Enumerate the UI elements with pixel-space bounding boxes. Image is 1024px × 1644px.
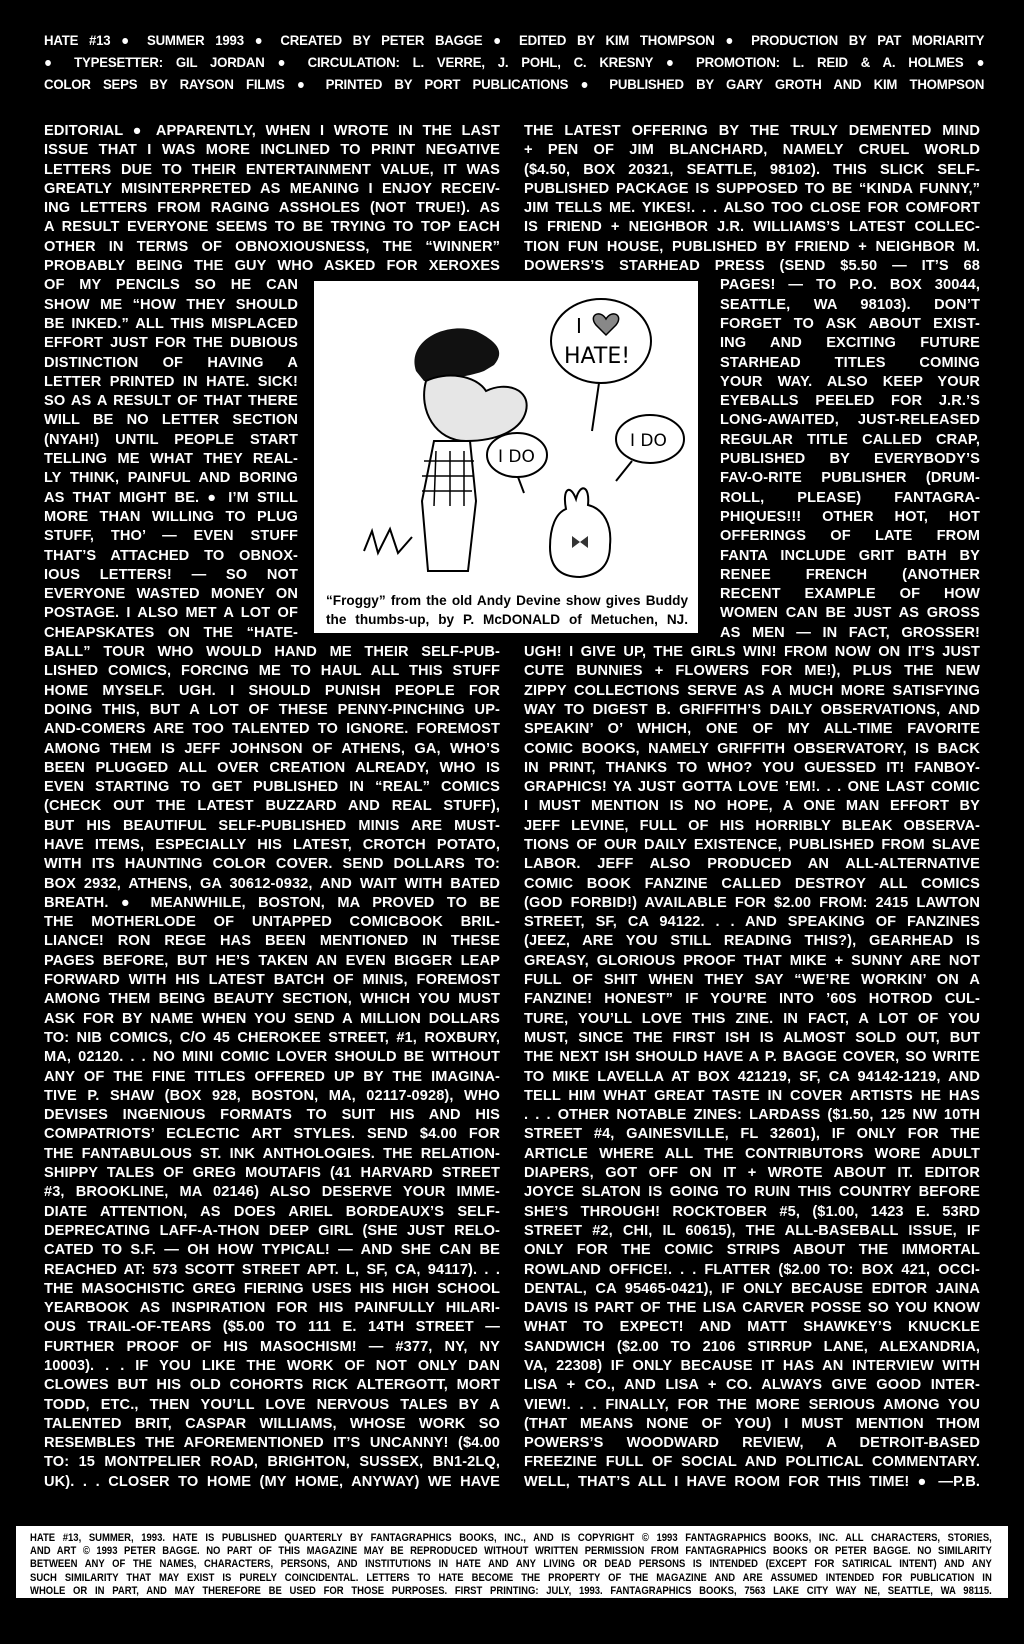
editorial-line: TELLING ME WHAT THEY REAL- [44, 451, 298, 468]
editorial-line: ISSUE THAT I WAS MORE INCLINED TO PRINT NEGATIVE [44, 142, 500, 159]
footer-line: BETWEEN ANY OF THE NAMES, CHARACTERS, PERSONS, AND INSTITUTIONS IN HATE AND ANY LIVING OR DEAD PERSONS IS INTENDED (EXCEPT FOR SATIRICAL INTENT) AND ANY [30, 1558, 992, 1571]
editorial-line: IOUS LETTERS! — SO NOT [44, 566, 298, 583]
editorial-line: DOING THIS, BUT A LOT OF THESE PENNY-PINCHING UP- [44, 701, 500, 718]
editorial-line: AMONG THEM IS JEFF JOHNSON OF ATHENS, GA, WHO’S [44, 740, 500, 757]
editorial-line: LISA + CO., AND LISA + CO. ALWAYS GIVE GOOD INTER- [524, 1377, 980, 1394]
editorial-line: CHEAPSKATES ON THE “HATE- [44, 624, 298, 641]
editorial-line: OUS TRAIL-OF-TEARS ($5.00 TO 111 E. 14TH STREET — [44, 1319, 500, 1336]
editorial-line: GREATLY MISINTERPRETED AS MEANING I ENJOY RECEIV- [44, 180, 500, 197]
balloon-right-text: I DO [630, 431, 667, 451]
editorial-line: COMIC BOOKS, NAMELY GRIFFITH OBSERVATORY, IS BACK [524, 740, 980, 757]
editorial-line: IN PRINT, THANKS TO WHO? YOU GUESSED IT! FANBOY- [524, 759, 980, 776]
editorial-line: ING AND EXCITING FUTURE [720, 335, 980, 352]
editorial-line: DEVISES INGENIOUS FORMATS TO SUIT HIS AND HIS [44, 1107, 500, 1124]
editorial-line: FORGET TO ASK ABOUT EXIST- [720, 315, 980, 332]
reader-illustration [312, 279, 700, 635]
editorial-line: MUST, SINCE THE FIRST ISH IS ALMOST SOLD OUT, BUT [524, 1029, 980, 1046]
editorial-line: DOWERS’S STARHEAD PRESS (SEND $5.50 — IT’S 68 [524, 258, 980, 275]
editorial-line: OTHER IN TERMS OF OBNOXIOUSNESS, THE “WINNER” [44, 238, 500, 255]
editorial-line: TION FUN HOUSE, PUBLISHED BY FRIEND + NEIGHBOR M. [524, 238, 980, 255]
editorial-line: TIONS OF OUR DAILY EXISTENCE, PUBLISHED FROM SLAVE [524, 836, 980, 853]
caption-line: “Froggy” from the old Andy Devine show gives Buddy [326, 593, 688, 608]
editorial-line: LABOR. JEFF ALSO PRODUCED AN ALL-ALTERNATIVE [524, 856, 980, 873]
copyright-footer [16, 1526, 1008, 1598]
editorial-line: TALENTED BRIT, CASPAR WILLIAMS, WHOSE WORK SO [44, 1415, 500, 1432]
editorial-line: RENEE FRENCH (ANOTHER [720, 566, 980, 583]
credits-line: ● TYPESETTER: GIL JORDAN ● CIRCULATION: L. VERRE, J. POHL, C. KRESNY ● PROMOTION: L. REID & A. HOLMES ● [44, 55, 985, 71]
editorial-line: VA, 22308) IF ONLY BECAUSE IT HAS AN INTERVIEW WITH [524, 1358, 980, 1374]
editorial-line: EVEN STARTING TO GET PUBLISHED IN “REAL” COMICS [44, 779, 500, 796]
illustration-caption [326, 591, 688, 629]
editorial-line: ING LETTERS FROM RAGING ASSHOLES (NOT TRUE!). AS [44, 200, 500, 217]
hair-shape [414, 328, 499, 381]
editorial-line: WITH ITS HAUNTING COLOR COVER. SEND DOLLARS TO: [44, 856, 500, 873]
svg-text:HATE!: HATE! [564, 344, 631, 369]
editorial-line: BREATH. ● MEANWHILE, BOSTON, MA PROVED TO BE [44, 894, 500, 911]
editorial-line: ANY OF THE FINE TITLES OFFERED UP BY THE IMAGINA- [44, 1068, 500, 1085]
editorial-line: DEPRECATING LAFF-A-THON DEEP GIRL (SHE JUST RELO- [44, 1222, 500, 1239]
credits-masthead [44, 30, 984, 96]
editorial-line: STREET, SF, CA 94122. . . AND SPEAKING OF FANZINES [524, 914, 980, 931]
editorial-line: ONLY FOR THE COMIC STRIPS ABOUT THE IMMORTAL [524, 1242, 980, 1259]
editorial-line: ARTICLE WHERE ALL THE CONTRIBUTORS WORE ADULT [524, 1145, 980, 1162]
editorial-line: LY THINK, PAINFUL AND BORING [44, 470, 298, 487]
editorial-line: RECENT EXAMPLE OF HOW [720, 586, 980, 603]
editorial-line: TODD, ETC., THEN YOU’LL LOVE NERVOUS TALES BY A [44, 1396, 500, 1413]
editorial-line: DIAPERS, GOT OFF ON IT + WROTE ABOUT IT. EDITOR [524, 1165, 980, 1182]
editorial-line: CUTE BUNNIES + FLOWERS FOR ME!), PLUS THE NEW [524, 663, 980, 680]
balloon-left-text: I DO [498, 447, 535, 467]
editorial-line: EVERYONE WASTED MONEY ON [44, 586, 298, 603]
editorial-line: FREEZINE FULL OF SOCIAL AND POLITICAL COMMENTARY. [524, 1454, 980, 1471]
editorial-line: GRAPHICS! YA JUST GOTTA LOVE ’EM!. . . ONE LAST COMIC [524, 779, 980, 796]
editorial-line: TIVE P. SHAW (BOX 928, BOSTON, MA, 02117-0928), WHO [44, 1087, 500, 1104]
editorial-line: SHIPPY TALES OF GREG MOUTAFIS (41 HARVARD STREET [44, 1165, 500, 1182]
editorial-line: SANDWICH ($2.00 TO 2106 STIRRUP LANE, ALEXANDRIA, [524, 1338, 980, 1355]
editorial-line: FANZINE! HONEST” IF YOU’RE INTO ’60S HOTROD CUL- [524, 991, 980, 1008]
editorial-line: DAVIS IS PART OF THE LISA CARVER POSSE SO YOU KNOW [524, 1300, 980, 1317]
editorial-line: THE LATEST OFFERING BY THE TRULY DEMENTED MIND [524, 123, 980, 139]
editorial-line: AMONG THEM BEING BEAUTY SECTION, WHICH YOU MUST [44, 991, 500, 1008]
editorial-line: YOUR WAY. ALSO KEEP YOUR [720, 373, 980, 390]
footer-line: WHOLE OR IN PART, AND MAY THEREFORE BE USED FOR THOSE PURPOSES. FIRST PRINTING: JULY, 1993. FANTAGRAPHICS BOOKS, 7563 LAKE CITY WAY NE, SEATTLE, WA 98115. [30, 1584, 992, 1597]
footer-line: HATE #13, SUMMER, 1993. HATE IS PUBLISHED QUARTERLY BY FANTAGRAPHICS BOOKS, INC., AND IS COPYRIGHT © 1993 FANTAGRAPHICS BOOKS, INC. ALL CHARACTERS, STORIES, [30, 1532, 992, 1544]
editorial-line: AS MEN — IN FACT, GROSSER! [720, 624, 980, 641]
editorial-line: OF MY PENCILS SO HE CAN [44, 277, 298, 294]
editorial-line: A RESULT EVERYONE SEEMS TO BE TRYING TO TOP EACH [44, 219, 500, 236]
editorial-line: BOX 2932, ATHENS, GA 30612-0932, AND WAIT WITH BATED [44, 875, 500, 892]
cartoon-drawing [314, 281, 698, 581]
caption-line: the thumbs-up, by P. McDONALD of Metuchen, NJ. [326, 612, 688, 627]
editorial-line: (THAT MEANS NONE OF YOU) I MUST MENTION THOM [524, 1415, 980, 1432]
editorial-line: WHAT TO EXPECT! AND MATT SHAWKEY’S KNUCKLE [524, 1319, 980, 1336]
editorial-line: EDITORIAL ● APPARENTLY, WHEN I WROTE IN THE LAST [44, 123, 500, 139]
editorial-line: STREET #2, CHI, IL 60615), THE ALL-BASEBALL ISSUE, IF [524, 1222, 980, 1239]
editorial-line: LIANCE! RON REGE HAS BEEN MENTIONED IN THESE [44, 933, 500, 950]
editorial-line: PHIQUES!!! OTHER HOT, HOT [720, 508, 980, 525]
editorial-line: STREET #4, GAINESVILLE, FL 32601), IF ONLY FOR THE [524, 1126, 980, 1143]
editorial-line: POWERS’S WOODWARD REVIEW, A DETROIT-BASED [524, 1435, 980, 1452]
editorial-line: SHOW ME “HOW THEY SHOULD [44, 296, 298, 313]
editorial-line: FURTHER PROOF OF HIS MASOCHISM! — #377, NY, NY [44, 1338, 500, 1355]
editorial-line: TO: 15 MONTPELIER ROAD, BRIGHTON, SUSSEX, BN1-2LQ, [44, 1454, 500, 1471]
editorial-line: (JEEZ, ARE YOU STILL READING THIS?), GEARHEAD IS [524, 933, 980, 950]
editorial-line: EYEBALLS PEELED FOR J.R.’S [720, 393, 980, 410]
editorial-line: UK). . . CLOSER TO HOME (MY HOME, ANYWAY) WE HAVE [44, 1473, 500, 1490]
editorial-line: . . . OTHER NOTABLE ZINES: LARDASS ($1.50, 125 NW 10TH [524, 1107, 980, 1124]
editorial-line: LISHED COMICS, FORCING ME TO HAUL ALL THIS STUFF [44, 663, 500, 680]
editorial-line: JIM TELLS ME. YIKES!. . . ALSO TOO CLOSE FOR COMFORT [524, 200, 980, 217]
editorial-line: CATED TO S.F. — OH HOW TYPICAL! — AND SHE CAN BE [44, 1242, 500, 1259]
editorial-line: JOYCE SLATON IS GOING TO RUIN THIS COUNTRY BEFORE [524, 1184, 980, 1201]
credits-line: HATE #13 ● SUMMER 1993 ● CREATED BY PETER BAGGE ● EDITED BY KIM THOMPSON ● PRODUCTION BY PAT MORIARITY [44, 33, 985, 49]
editorial-line: LETTER PRINTED IN HATE. SICK! [44, 373, 298, 390]
editorial-line: I MUST MENTION IS NO HOPE, A ONE MAN EFFORT BY [524, 798, 980, 815]
credits-line: COLOR SEPS BY RAYSON FILMS ● PRINTED BY PORT PUBLICATIONS ● PUBLISHED BY GARY GROTH AND KIM THOMPSON [44, 77, 985, 93]
editorial-line: ZIPPY COLLECTIONS SERVE AS A MUCH MORE SATISFYING [524, 682, 980, 699]
editorial-line: STARHEAD TITLES COMING [720, 354, 980, 371]
footer-line: SUCH SIMILARITY THAT MAY EXIST IS PURELY COINCIDENTAL. LETTERS TO HATE BECOME THE PROPERTY OF THE MAGAZINE AND ARE ASSUMED INTENDED FOR PUBLICATION IN [30, 1571, 992, 1584]
editorial-line: TELL HIM WHAT GREAT TASTE IN COVER ARTISTS HE HAS [524, 1087, 980, 1104]
editorial-line: (CHECK OUT THE LATEST BUZZARD AND REAL STUFF), [44, 798, 500, 815]
editorial-line: THE NEXT ISH SHOULD HAVE A P. BAGGE COVER, SO WRITE [524, 1049, 980, 1066]
editorial-line: POSTAGE. I ALSO MET A LOT OF [44, 605, 298, 622]
editorial-line: MORE THAN WILLING TO PLUG [44, 508, 298, 525]
editorial-line: COMIC BOOK FANZINE CALLED DESTROY ALL COMICS [524, 875, 980, 892]
editorial-line: FAV-O-RITE PUBLISHER (DRUM- [720, 470, 980, 487]
editorial-line: BE INKED.” ALL THIS MISPLACED [44, 315, 298, 332]
editorial-line: MA, 02120. . . NO MINI COMIC LOVER SHOULD BE WITHOUT [44, 1049, 500, 1066]
editorial-line: TO: NIB COMICS, C/O 45 CHEROKEE STREET, #1, ROXBURY, [44, 1029, 500, 1046]
editorial-line: PAGES! — TO P.O. BOX 30044, [720, 277, 980, 294]
editorial-line: WELL, THAT’S ALL I HAVE ROOM FOR THIS TIME! ● —P.B. [524, 1473, 980, 1490]
editorial-line: CLOWES BUT HIS OLD COHORTS RICK ALTERGOTT, MORT [44, 1377, 500, 1394]
editorial-line: THE MASOCHISTIC GREG FIERING USES HIS HIGH SCHOOL [44, 1280, 500, 1297]
balloon-top-text: I [576, 314, 582, 338]
editorial-line: AS THAT MIGHT BE. ● I’M STILL [44, 489, 298, 506]
editorial-line: ($4.50, BOX 20321, SEATTLE, 98102). THIS SLICK SELF- [524, 161, 980, 178]
editorial-line: HOME MYSELF. UGH. I SHOULD PUNISH PEOPLE FOR [44, 682, 500, 699]
editorial-line: DISTINCTION OF HAVING A [44, 354, 298, 371]
editorial-line: BEEN PLUGGED ALL OVER CREATION ALREADY, WHO IS [44, 759, 500, 776]
editorial-line: THE FANTABULOUS ST. INK ANTHOLOGIES. THE RELATION- [44, 1145, 500, 1162]
editorial-line: FORWARD WITH HIS LATEST BATCH OF MINIS, FOREMOST [44, 972, 500, 989]
footer-line: AND ART © 1993 PETER BAGGE. NO PART OF THIS MAGAZINE MAY BE REPRODUCED WITHOUT WRITTEN PERMISSION FROM FANTAGRAPHICS BOOKS OR PETER BAGGE. NO SIMILARITY [30, 1545, 992, 1558]
editorial-line: JEFF LEVINE, FULL OF HIS HORRIBLY BLEAK OBSERVA- [524, 817, 980, 834]
editorial-line: THE MOTHERLODE OF UNTAPPED COMICBOOK BRIL- [44, 914, 500, 931]
editorial-line: WOMEN CAN BE JUST AS GROSS [720, 605, 980, 622]
editorial-line: ROWLAND OFFICE!. . . FLATTER ($2.00 TO: BOX 421, OCCI- [524, 1261, 980, 1278]
editorial-line: PAGES BEFORE, BUT HE’S TAKEN AN EVEN BIGGER LEAP [44, 952, 500, 969]
editorial-line: COMPATRIOTS’ ECLECTIC ART STYLES. SEND $4.00 FOR [44, 1126, 500, 1143]
editorial-line: YEARBOOK AS INSPIRATION FOR HIS PAINFULLY HILARI- [44, 1300, 500, 1317]
editorial-line: 10003). . . IF YOU LIKE THE WORK OF NOT ONLY DAN [44, 1358, 500, 1374]
editorial-line: SEATTLE, WA 98103). DON’T [720, 296, 980, 313]
editorial-line: FULL OF SHIT WHEN THEY SAY “WE’RE WORKIN’ ON A [524, 972, 980, 989]
editorial-line: (NYAH!) UNTIL PEOPLE START [44, 431, 298, 448]
editorial-line: REACHED AT: 573 SCOTT STREET APT. L, SF, CA, 94117). . . [44, 1261, 500, 1278]
editorial-line: BUT HIS BEAUTIFUL SELF-PUBLISHED MINIS ARE MUST- [44, 817, 500, 834]
editorial-line: PROBABLY BEING THE GUY WHO ASKED FOR XEROXES [44, 258, 500, 275]
editorial-line: SPEAKIN’ O’ WHICH, ONE OF MY ALL-TIME FAVORITE [524, 721, 980, 738]
editorial-line: TURE, YOU’LL LOVE THIS ZINE. IN FACT, A LOT OF YOU [524, 1010, 980, 1027]
editorial-line: LETTERS DUE TO THEIR ENTERTAINMENT VALUE, IT WAS [44, 161, 500, 178]
editorial-line: HAVE ITEMS, ESPECIALLY HIS LATEST, CROTCH POTATO, [44, 836, 500, 853]
editorial-line: IS FRIEND + NEIGHBOR J.R. WILLIAMS’S LATEST COLLEC- [524, 219, 980, 236]
editorial-line: TO MIKE LAVELLA AT BOX 421219, SF, CA 94142-1219, AND [524, 1068, 980, 1085]
editorial-line: + PEN OF JIM BLANCHARD, NAMELY CRUEL WORLD [524, 142, 980, 159]
editorial-line: PUBLISHED PACKAGE IS SUPPOSED TO BE “KINDA FUNNY,” [524, 180, 980, 197]
editorial-line: ASK FOR BY NAME WHEN YOU SEND A MILLION DOLLARS [44, 1010, 500, 1027]
editorial-line: THAT’S ATTACHED TO OBNOX- [44, 547, 298, 564]
editorial-line: LONG-AWAITED, JUST-RELEASED [720, 412, 980, 429]
editorial-line: RESEMBLES THE AFOREMENTIONED IT’S UNCANNY! ($4.00 [44, 1435, 500, 1452]
editorial-line: FANTA INCLUDE GRIT BATH BY [720, 547, 980, 564]
editorial-line: AND-COMERS ARE TOO TALENTED TO IGNORE. FOREMOST [44, 721, 500, 738]
editorial-line: (GOD FORBID!) AVAILABLE FOR $2.00 FROM: 2415 LAWTON [524, 894, 980, 911]
editorial-line: UGH! I GIVE UP, THE GIRLS WIN! FROM NOW ON IT’S JUST [524, 644, 980, 661]
editorial-line: ROLL, PLEASE) FANTAGRA- [720, 489, 980, 506]
editorial-line: SHE’S THROUGH! ROCKTOBER #5, ($1.00, 1423 E. 53RD [524, 1203, 980, 1220]
editorial-line: REGULAR TITLE CALLED CRAP, [720, 431, 980, 448]
editorial-line: GREASY, GLORIOUS PROOF THAT MIKE + SUNNY ARE NOT [524, 952, 980, 969]
editorial-line: SO AS A RESULT OF THAT THERE [44, 393, 298, 410]
editorial-line: DENTAL, CA 95465-0421), IF ONLY BECAUSE EDITOR JAINA [524, 1280, 980, 1297]
editorial-line: BALL” TOUR WHO WOULD HAND ME THEIR SELF-PUB- [44, 644, 500, 661]
editorial-line: STUFF, THO’ — EVEN STUFF [44, 528, 298, 545]
editorial-line: DIATE ATTENTION, AS DOES ARIEL BORDEAUX’S SELF- [44, 1203, 500, 1220]
editorial-line: PUBLISHED BY EVERYBODY’S [720, 451, 980, 468]
editorial-line: EFFORT JUST FOR THE DUBIOUS [44, 335, 298, 352]
editorial-line: VIEW!. . . FINALLY, FOR THE MORE SERIOUS AMONG YOU [524, 1396, 980, 1413]
editorial-line: OFFERINGS OF LATE FROM [720, 528, 980, 545]
editorial-line: WAY TO DIGEST B. GRIFFITH’S DAILY OBSERVATIONS, AND [524, 701, 980, 718]
editorial-line: #3, BROOKLINE, MA 02146) ALSO DESERVE YOUR IMME- [44, 1184, 500, 1201]
editorial-line: WILL BE NO LETTER SECTION [44, 412, 298, 429]
